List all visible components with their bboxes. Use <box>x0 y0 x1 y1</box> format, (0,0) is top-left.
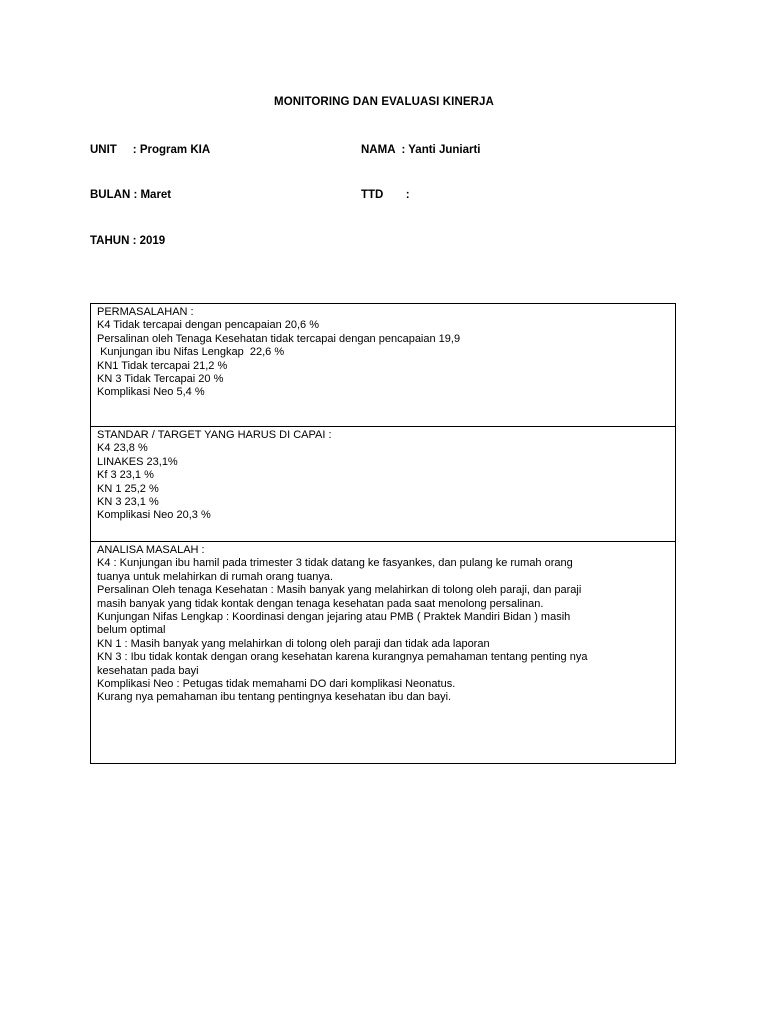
tahun-field: TAHUN : 2019 <box>90 235 166 247</box>
analisa-line: Kunjungan Nifas Lengkap : Koordinasi dengan jejaring atau PMB ( Praktek Mandiri Bidan ) masih <box>97 611 571 624</box>
permasalahan-box <box>90 303 676 427</box>
nama-field: NAMA : Yanti Juniarti <box>361 144 481 156</box>
permasalahan-line: KN 3 Tidak Tercapai 20 % <box>97 373 224 386</box>
ttd-field: TTD : <box>361 189 410 201</box>
analisa-line: Komplikasi Neo : Petugas tidak memahami DO dari komplikasi Neonatus. <box>97 678 456 691</box>
permasalahan-line: Persalinan oleh Tenaga Kesehatan tidak tercapai dengan pencapaian 19,9 <box>97 332 461 345</box>
analisa-box <box>90 541 676 764</box>
unit-field: UNIT : Program KIA <box>90 144 211 156</box>
standar-line: LINAKES 23,1% <box>97 455 178 468</box>
analisa-line: masih banyak yang tidak kontak dengan tenaga kesehatan pada saat menolong persalinan. <box>97 597 544 610</box>
permasalahan-line: KN1 Tidak tercapai 21,2 % <box>97 359 228 372</box>
standar-line: K4 23,8 % <box>97 442 148 455</box>
analisa-line: Persalinan Oleh tenaga Kesehatan : Masih banyak yang melahirkan di tolong oleh paraji, dan paraji <box>97 584 582 597</box>
bulan-field: BULAN : Maret <box>90 189 172 201</box>
standar-line: Komplikasi Neo 20,3 % <box>97 509 211 522</box>
permasalahan-header: PERMASALAHAN : <box>97 306 194 318</box>
analisa-line: K4 : Kunjungan ibu hamil pada trimester 3 tidak datang ke fasyankes, dan pulang ke rumah orang <box>97 557 573 570</box>
standar-header: STANDAR / TARGET YANG HARUS DI CAPAI : <box>97 429 332 441</box>
permasalahan-line: K4 Tidak tercapai dengan pencapaian 20,6 % <box>97 319 319 332</box>
analisa-line: tuanya untuk melahirkan di rumah orang tuanya. <box>97 570 334 583</box>
standar-line: KN 1 25,2 % <box>97 482 159 495</box>
analisa-line: KN 3 : Ibu tidak kontak dengan orang kesehatan karena kurangnya pemahaman tentang penting nya <box>97 651 588 664</box>
permasalahan-line: Komplikasi Neo 5,4 % <box>97 386 205 399</box>
analisa-line: kesehatan pada bayi <box>97 664 199 677</box>
standar-line: KN 3 23,1 % <box>97 496 159 509</box>
permasalahan-line: Kunjungan ibu Nifas Lengkap 22,6 % <box>97 346 285 359</box>
analisa-line: Kurang nya pemahaman ibu tentang pentingnya kesehatan ibu dan bayi. <box>97 691 452 704</box>
analisa-header: ANALISA MASALAH : <box>97 544 205 556</box>
standar-line: Kf 3 23,1 % <box>97 469 154 482</box>
analisa-line: KN 1 : Masih banyak yang melahirkan di tolong oleh paraji dan tidak ada laporan <box>97 637 490 650</box>
analisa-line: belum optimal <box>97 624 166 637</box>
standar-box <box>90 426 676 542</box>
page-title: MONITORING DAN EVALUASI KINERJA <box>274 96 494 108</box>
